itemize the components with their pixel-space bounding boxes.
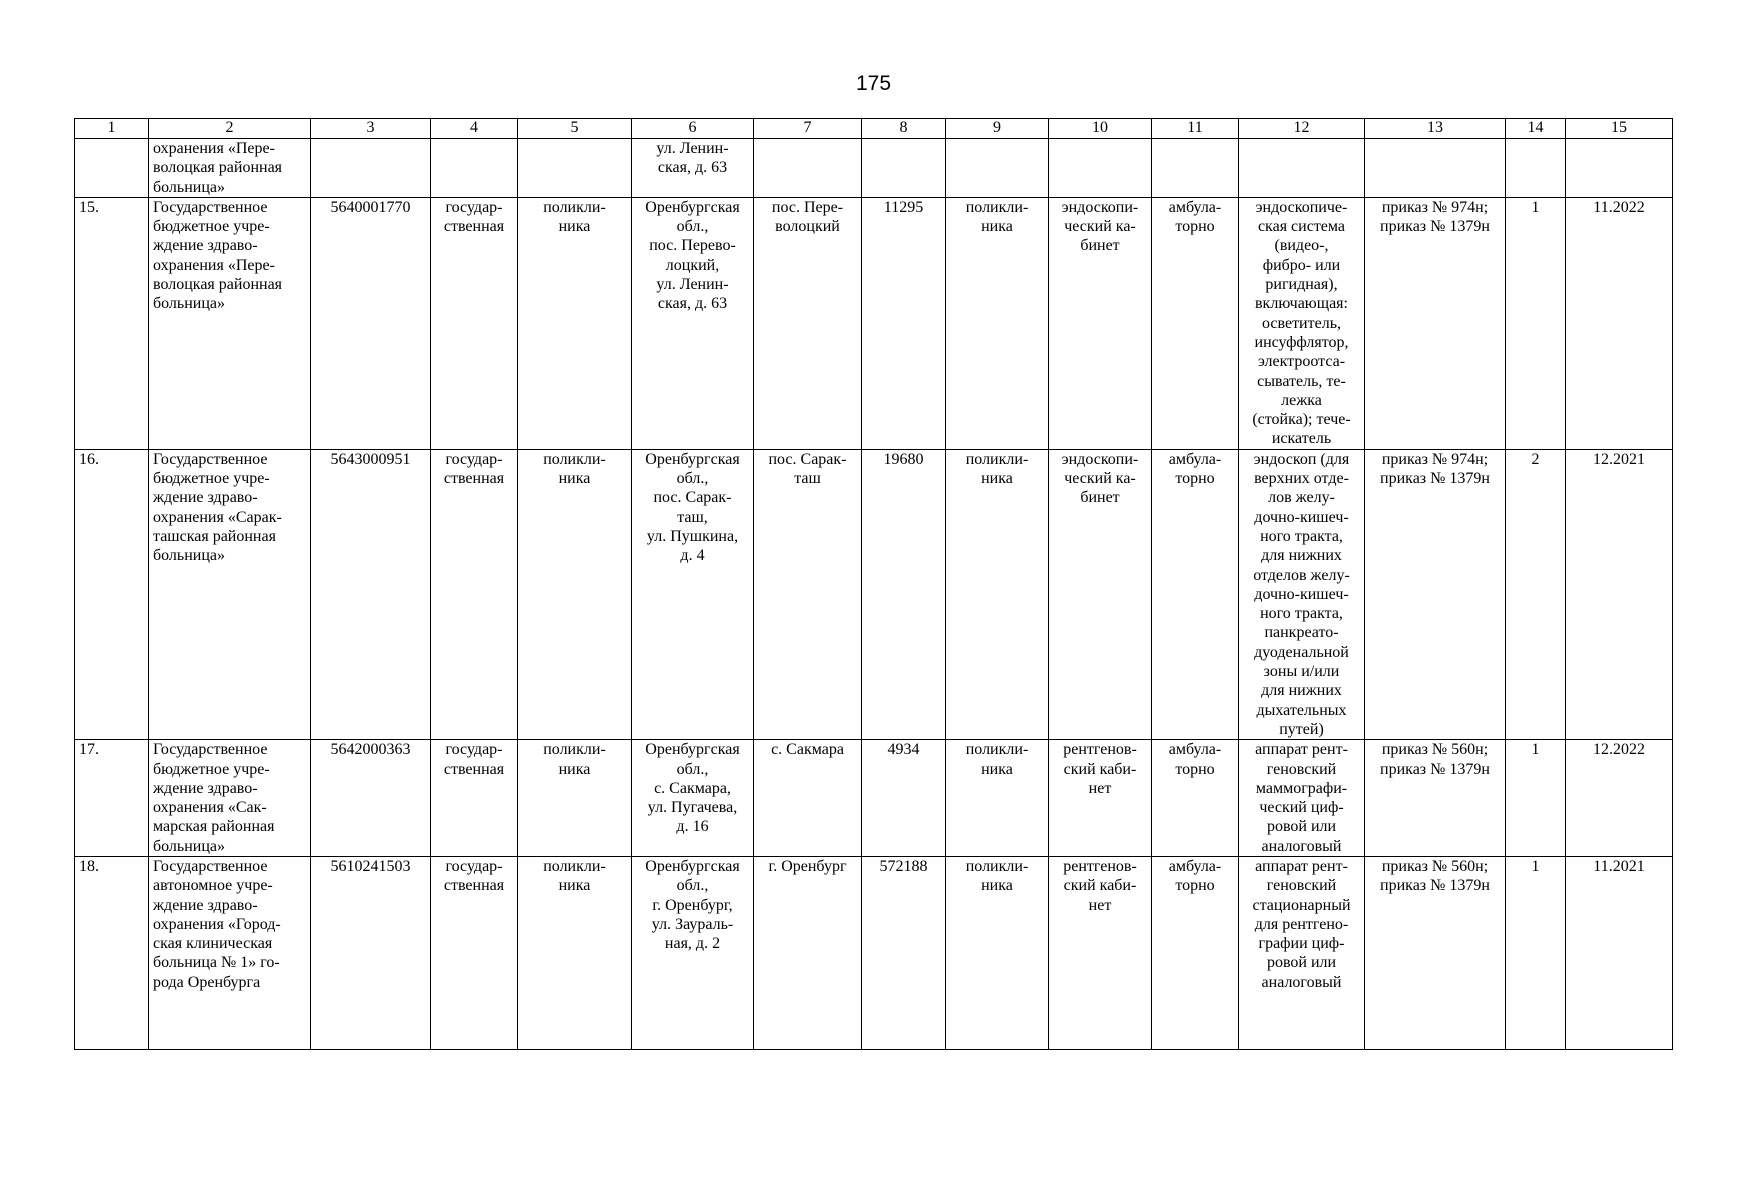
cell-text-line: ника: [558, 760, 591, 778]
cell-text-line: Государственное: [153, 741, 268, 759]
cell-text-line: ника: [981, 218, 1013, 236]
cell-text-line: больница»: [153, 295, 225, 313]
cell-text-line: ждение здраво-: [153, 896, 258, 914]
cell-text-line: торно: [1175, 218, 1215, 236]
cell-text-line: обл.,: [676, 218, 709, 236]
institution-type-cell: [518, 197, 632, 449]
cell-text-line: ская, д. 63: [657, 159, 728, 177]
row-number-cell: 16.: [75, 449, 149, 739]
cell-text-line: марская районная: [153, 818, 275, 836]
cell-text-line: (видео-,: [1274, 237, 1329, 255]
cell-text-line: дочно-кишеч-: [1254, 508, 1349, 526]
equipment-cell: [1239, 139, 1365, 198]
cell-text-line: приказ № 974н;: [1381, 450, 1489, 468]
cell-text-line: амбула-: [1168, 741, 1222, 759]
cell-text-line: охранения «Сарак-: [153, 508, 282, 526]
cell-text-line: приказ № 560н;: [1381, 741, 1489, 759]
cell-text-line: поликли-: [965, 857, 1029, 875]
cell-text-line: таш,: [677, 508, 708, 526]
cell-text-line: охранения «Город-: [153, 915, 281, 933]
cell-text-line: ташская районная: [153, 527, 276, 545]
cell-text-line: обл.,: [676, 470, 709, 488]
settlement-cell: [754, 449, 862, 739]
cell-text-line: ческий ка-: [1064, 470, 1136, 488]
cell-text-line: эндоскопи-: [1061, 450, 1139, 468]
cell-text-line: ул. Ленин-: [656, 140, 729, 157]
cell-text-line: ника: [981, 470, 1013, 488]
cell-text-line: ждение здраво-: [153, 237, 258, 255]
cell-text-line: приказ № 1379н: [1380, 218, 1490, 236]
ownership-form-cell: [431, 139, 518, 198]
settlement-cell: [754, 139, 862, 198]
cell-text-line: включающая:: [1255, 295, 1348, 313]
column-header: 3: [311, 119, 431, 139]
column-header: 10: [1049, 119, 1152, 139]
cell-text-line: охранения «Пере-: [153, 140, 275, 157]
cell-text-line: искатель: [1271, 430, 1332, 448]
cell-text-line: аналоговый: [1261, 837, 1342, 855]
cabinet-cell: [1049, 139, 1152, 198]
row-number-cell: 17.: [75, 740, 149, 857]
institution-name-cell: [149, 740, 311, 857]
row-number-cell: 18.: [75, 856, 149, 1049]
cell-text-line: Государственное: [153, 450, 268, 468]
cell-text-line: Оренбургская: [645, 450, 740, 468]
quantity-cell: 1: [1506, 740, 1566, 857]
cell-text-line: Государственное: [153, 857, 268, 875]
cell-text-line: ская, д. 63: [657, 295, 728, 313]
institution-type-cell: [518, 740, 632, 857]
population-cell: 11295: [862, 197, 946, 449]
order-reference-cell: [1365, 856, 1506, 1049]
cell-text-line: рода Оренбурга: [153, 973, 261, 991]
cell-text-line: лежка: [1281, 391, 1322, 409]
cell-text-line: графии циф-: [1258, 935, 1345, 953]
cell-text-line: панкреато-: [1264, 624, 1339, 642]
unit-type-cell: [946, 449, 1049, 739]
table-body: [75, 139, 1673, 1050]
cell-text-line: торно: [1175, 877, 1215, 895]
cell-text-line: ственная: [443, 470, 505, 488]
cell-text-line: маммографи-: [1255, 779, 1348, 797]
cell-text-line: ровой или: [1266, 818, 1337, 836]
cell-text-line: амбула-: [1168, 198, 1222, 216]
cell-text-line: ский каби-: [1063, 760, 1137, 778]
column-header: 1: [75, 119, 149, 139]
table-row: [75, 139, 1673, 198]
date-cell: 11.2022: [1566, 197, 1673, 449]
cabinet-cell: [1049, 740, 1152, 857]
cell-text-line: больница № 1» го-: [153, 954, 280, 972]
care-mode-cell: [1152, 139, 1239, 198]
institution-type-cell: [518, 856, 632, 1049]
column-header: 15: [1566, 119, 1673, 139]
settlement-cell: [754, 740, 862, 857]
cell-text-line: дуоденальной: [1254, 643, 1349, 661]
cell-text-line: ригидная),: [1265, 276, 1338, 294]
cell-text-line: г. Оренбург,: [652, 896, 733, 914]
cell-text-line: ул. Ленин-: [656, 276, 729, 294]
cell-text-line: бюджетное учре-: [153, 760, 270, 778]
care-mode-cell: [1152, 856, 1239, 1049]
cell-text-line: бинет: [1080, 489, 1120, 507]
cell-text-line: государ-: [445, 198, 503, 216]
column-header: 7: [754, 119, 862, 139]
cell-text-line: торно: [1175, 470, 1215, 488]
cell-text-line: пос. Перево-: [649, 237, 736, 255]
column-header: 12: [1239, 119, 1365, 139]
cabinet-cell: [1049, 856, 1152, 1049]
cell-text-line: ровой или: [1266, 954, 1337, 972]
cell-text-line: поликли-: [543, 741, 606, 759]
table-row: [75, 856, 1673, 1049]
cell-text-line: Оренбургская: [645, 857, 740, 875]
column-header: 11: [1152, 119, 1239, 139]
cell-text-line: торно: [1175, 760, 1215, 778]
institution-type-cell: [518, 449, 632, 739]
cell-text-line: фибро- или: [1262, 256, 1341, 274]
cell-text-line: ский каби-: [1063, 877, 1137, 895]
table-row: [75, 197, 1673, 449]
date-cell: 12.2021: [1566, 449, 1673, 739]
cell-text-line: обл.,: [676, 760, 709, 778]
cell-text-line: ника: [558, 218, 591, 236]
cell-text-line: д. 16: [676, 818, 709, 836]
cell-text-line: Оренбургская: [645, 198, 740, 216]
cell-text-line: для нижних: [1261, 547, 1342, 565]
care-mode-cell: [1152, 197, 1239, 449]
address-cell: [632, 856, 754, 1049]
quantity-cell: [1506, 139, 1566, 198]
inn-cell: 5610241503: [311, 856, 431, 1049]
settlement-cell: [754, 197, 862, 449]
ownership-form-cell: [431, 449, 518, 739]
cell-text-line: ул. Заураль-: [651, 915, 734, 933]
cell-text-line: нет: [1088, 896, 1112, 914]
row-number-cell: [75, 139, 149, 198]
care-mode-cell: [1152, 449, 1239, 739]
cell-text-line: осветитель,: [1262, 314, 1341, 332]
order-reference-cell: [1365, 740, 1506, 857]
cell-text-line: лов желу-: [1268, 489, 1335, 507]
cell-text-line: дыхательных: [1256, 701, 1347, 719]
institution-name-cell: [149, 856, 311, 1049]
column-header: 5: [518, 119, 632, 139]
equipment-cell: [1239, 449, 1365, 739]
cell-text-line: с. Сакмара,: [654, 779, 731, 797]
cell-text-line: аппарат рент-: [1255, 857, 1348, 875]
cell-text-line: ная, д. 2: [664, 935, 721, 953]
cell-text-line: ждение здраво-: [153, 489, 258, 507]
cell-text-line: Оренбургская: [645, 741, 740, 759]
quantity-cell: 1: [1506, 856, 1566, 1049]
column-number-header-row: [75, 119, 1673, 139]
cell-text-line: бюджетное учре-: [153, 218, 270, 236]
cell-text-line: амбула-: [1168, 450, 1222, 468]
date-cell: 11.2021: [1566, 856, 1673, 1049]
cell-text-line: ул. Пугачева,: [647, 799, 738, 817]
cell-text-line: охранения «Сак-: [153, 799, 267, 817]
cell-text-line: ного тракта,: [1260, 527, 1343, 545]
address-cell: [632, 449, 754, 739]
order-reference-cell: [1365, 449, 1506, 739]
cabinet-cell: [1049, 197, 1152, 449]
unit-type-cell: [946, 740, 1049, 857]
cell-text-line: г. Оренбург: [768, 857, 847, 875]
cell-text-line: ческий циф-: [1259, 799, 1344, 817]
cell-text-line: нет: [1088, 779, 1112, 797]
cell-text-line: волоцкий: [775, 218, 840, 236]
population-cell: [862, 139, 946, 198]
order-reference-cell: [1365, 197, 1506, 449]
quantity-cell: 1: [1506, 197, 1566, 449]
cell-text-line: (стойка); тече-: [1252, 411, 1351, 429]
column-header: 2: [149, 119, 311, 139]
cell-text-line: поликли-: [543, 198, 606, 216]
column-header: 4: [431, 119, 518, 139]
ownership-form-cell: [431, 856, 518, 1049]
cell-text-line: стационарный: [1252, 896, 1351, 914]
cell-text-line: ская система: [1257, 218, 1346, 236]
cell-text-line: ул. Пушкина,: [646, 527, 739, 545]
cell-text-line: ждение здраво-: [153, 779, 258, 797]
page-number: 175: [855, 72, 892, 95]
cell-text-line: государ-: [445, 450, 503, 468]
cell-text-line: ственная: [443, 760, 505, 778]
population-cell: 4934: [862, 740, 946, 857]
cell-text-line: больница»: [153, 178, 225, 196]
inn-cell: [311, 139, 431, 198]
cell-text-line: бюджетное учре-: [153, 470, 270, 488]
cell-text-line: д. 4: [680, 547, 705, 565]
equipment-cell: [1239, 740, 1365, 857]
cell-text-line: сыватель, те-: [1257, 372, 1346, 390]
cell-text-line: ская клиническая: [153, 935, 273, 953]
cell-text-line: Государственное: [153, 198, 268, 216]
cell-text-line: таш: [794, 470, 821, 488]
cell-text-line: аппарат рент-: [1255, 741, 1348, 759]
cell-text-line: приказ № 1379н: [1380, 877, 1490, 895]
cabinet-cell: [1049, 449, 1152, 739]
cell-text-line: геновский: [1266, 877, 1337, 895]
cell-text-line: поликли-: [965, 741, 1029, 759]
cell-text-line: волоцкая районная: [153, 276, 283, 294]
cell-text-line: лоцкий,: [665, 256, 720, 274]
institution-type-cell: [518, 139, 632, 198]
date-cell: 12.2022: [1566, 740, 1673, 857]
institution-name-cell: [149, 449, 311, 739]
cell-text-line: ческий ка-: [1064, 218, 1136, 236]
unit-type-cell: [946, 197, 1049, 449]
cell-text-line: больница»: [153, 837, 225, 855]
cell-text-line: зоны и/или: [1263, 663, 1340, 681]
cell-text-line: охранения «Пере-: [153, 256, 275, 274]
cell-text-line: ника: [981, 877, 1013, 895]
cell-text-line: инсуффлятор,: [1254, 333, 1349, 351]
cell-text-line: рентгенов-: [1063, 741, 1137, 759]
column-header: 14: [1506, 119, 1566, 139]
unit-type-cell: [946, 139, 1049, 198]
cell-text-line: эндоскопи-: [1061, 198, 1139, 216]
address-cell: [632, 139, 754, 198]
cell-text-line: верхних отде-: [1254, 470, 1349, 488]
cell-text-line: поликли-: [965, 198, 1029, 216]
cell-text-line: для рентгено-: [1254, 915, 1349, 933]
equipment-cell: [1239, 197, 1365, 449]
inn-cell: 5642000363: [311, 740, 431, 857]
cell-text-line: геновский: [1266, 760, 1337, 778]
population-cell: 19680: [862, 449, 946, 739]
order-reference-cell: [1365, 139, 1506, 198]
cell-text-line: рентгенов-: [1063, 857, 1137, 875]
cell-text-line: эндоскопиче-: [1255, 198, 1348, 216]
cell-text-line: для нижних: [1261, 682, 1342, 700]
ownership-form-cell: [431, 197, 518, 449]
address-cell: [632, 197, 754, 449]
address-cell: [632, 740, 754, 857]
column-header: 8: [862, 119, 946, 139]
cell-text-line: поликли-: [965, 450, 1029, 468]
cell-text-line: путей): [1279, 720, 1324, 738]
table-row: [75, 449, 1673, 739]
equipment-cell: [1239, 856, 1365, 1049]
cell-text-line: приказ № 560н;: [1381, 857, 1489, 875]
cell-text-line: ника: [558, 470, 591, 488]
care-mode-cell: [1152, 740, 1239, 857]
column-header: 13: [1365, 119, 1506, 139]
cell-text-line: обл.,: [676, 877, 709, 895]
cell-text-line: пос. Сарак-: [653, 489, 732, 507]
cell-text-line: волоцкая районная: [153, 159, 283, 177]
population-cell: 572188: [862, 856, 946, 1049]
cell-text-line: ника: [558, 877, 591, 895]
cell-text-line: поликли-: [543, 450, 606, 468]
cell-text-line: пос. Сарак-: [768, 450, 847, 468]
table-row: [75, 740, 1673, 857]
row-number-cell: 15.: [75, 197, 149, 449]
cell-text-line: приказ № 1379н: [1380, 470, 1490, 488]
cell-text-line: ственная: [443, 218, 505, 236]
cell-text-line: ного тракта,: [1260, 605, 1343, 623]
cell-text-line: амбула-: [1168, 857, 1222, 875]
cell-text-line: дочно-кишеч-: [1254, 585, 1349, 603]
cell-text-line: автономное учре-: [153, 877, 273, 895]
column-header: 9: [946, 119, 1049, 139]
column-header: 6: [632, 119, 754, 139]
cell-text-line: приказ № 974н;: [1381, 198, 1489, 216]
cell-text-line: отделов желу-: [1253, 566, 1350, 584]
cell-text-line: пос. Пере-: [771, 198, 844, 216]
date-cell: [1566, 139, 1673, 198]
cell-text-line: ника: [981, 760, 1013, 778]
cell-text-line: электроотса-: [1257, 353, 1346, 371]
institution-name-cell: [149, 139, 311, 198]
inn-cell: 5643000951: [311, 449, 431, 739]
cell-text-line: ственная: [443, 877, 505, 895]
inn-cell: 5640001770: [311, 197, 431, 449]
cell-text-line: аналоговый: [1261, 973, 1342, 991]
cell-text-line: поликли-: [543, 857, 606, 875]
cell-text-line: приказ № 1379н: [1380, 760, 1490, 778]
cell-text-line: бинет: [1080, 237, 1120, 255]
cell-text-line: государ-: [445, 741, 503, 759]
equipment-registry-table: [74, 118, 1673, 1050]
cell-text-line: государ-: [445, 857, 503, 875]
unit-type-cell: [946, 856, 1049, 1049]
quantity-cell: 2: [1506, 449, 1566, 739]
cell-text-line: с. Сакмара: [771, 741, 844, 759]
institution-name-cell: [149, 197, 311, 449]
ownership-form-cell: [431, 740, 518, 857]
cell-text-line: больница»: [153, 547, 225, 565]
cell-text-line: эндоскоп (для: [1253, 450, 1350, 468]
settlement-cell: [754, 856, 862, 1049]
